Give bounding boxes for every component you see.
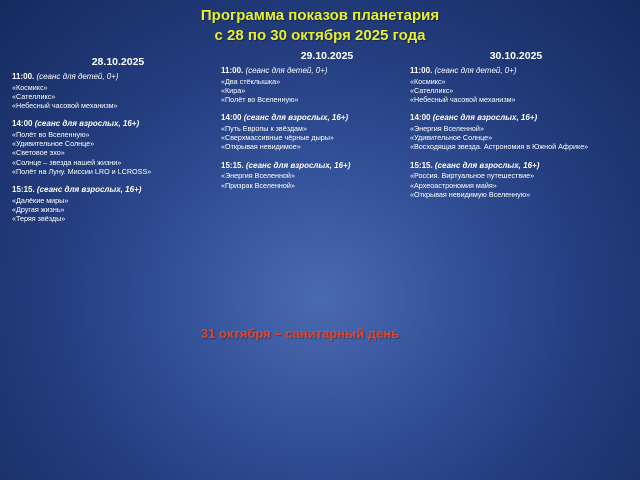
show-title: «Полёт во Вселенную» [12, 129, 90, 139]
session-audience: (сеанс для детей, 0+) [36, 72, 119, 81]
title-line-1: Программа показов планетария [200, 7, 440, 24]
show-title: «Энергия Вселенной» [221, 171, 295, 181]
session-time: 14:00 [221, 113, 242, 123]
session-time: 14:00 [410, 113, 431, 123]
session-block [12, 119, 224, 176]
show-title: «Удивительное Солнце» [410, 133, 493, 143]
session-block [410, 66, 622, 104]
session-time: 15:15. [410, 160, 433, 170]
session-block [221, 113, 433, 151]
show-title: «Полёт на Луну. Миссии LRO и LCROSS» [12, 167, 152, 177]
session-header [12, 72, 224, 83]
session-block [410, 113, 622, 151]
session-header [410, 66, 622, 77]
session-audience: (сеанс для детей, 0+) [434, 66, 517, 75]
show-title: «Космикс» [410, 76, 446, 86]
show-title: «Археоастрономия майя» [410, 180, 497, 190]
show-title: «Небесный часовой механизм» [12, 101, 118, 111]
show-title: «Солнце – звезда нашей жизни» [12, 157, 122, 167]
session-header [410, 161, 622, 172]
session-audience: (сеанс для взрослых, 16+) [434, 160, 540, 170]
show-title: «Два стёклышка» [221, 76, 281, 86]
session-time: 15:15. [12, 185, 35, 195]
sanitary-day-notice: 31 октября – санитарный день [200, 326, 400, 341]
session-time: 11:00. [410, 66, 433, 75]
page-title [0, 6, 640, 46]
show-title: «Другая жизнь» [12, 205, 65, 215]
title-line-2: с 28 по 30 октября 2025 года [214, 27, 426, 44]
show-title: «Путь Европы к звёздам» [221, 123, 307, 133]
session-audience: (сеанс для взрослых, 16+) [245, 160, 351, 170]
day-column [12, 56, 224, 233]
session-audience: (сеанс для взрослых, 16+) [432, 113, 538, 123]
show-title: «Сателликс» [410, 85, 454, 95]
show-title: «Далёкие миры» [12, 195, 69, 205]
day-column [410, 50, 622, 208]
session-header [12, 119, 224, 130]
show-title: «Теряя звёзды» [12, 214, 66, 224]
session-block [221, 161, 433, 190]
session-time: 14:00 [12, 119, 33, 129]
show-title: «Россия. Виртуальное путешествие» [410, 171, 535, 181]
show-title: «Световое эхо» [12, 148, 65, 158]
show-title: «Полёт во Вселенную» [221, 95, 299, 105]
session-header [410, 113, 622, 124]
day-column [221, 50, 433, 199]
show-title: «Сателликс» [12, 91, 56, 101]
day-date: 29.10.2025 [300, 50, 354, 62]
day-date: 30.10.2025 [489, 50, 543, 62]
show-title: «Кира» [221, 85, 246, 95]
session-block [12, 185, 224, 223]
show-title: «Небесный часовой механизм» [410, 95, 516, 105]
show-title: «Сверхмассивные чёрные дыры» [221, 133, 334, 143]
session-header [12, 185, 224, 196]
session-time: 11:00. [12, 72, 35, 81]
day-date: 28.10.2025 [91, 56, 145, 68]
session-audience: (сеанс для детей, 0+) [245, 66, 328, 75]
session-time: 11:00. [221, 66, 244, 75]
session-audience: (сеанс для взрослых, 16+) [36, 185, 142, 195]
show-title: «Удивительное Солнце» [12, 139, 95, 149]
session-block [12, 72, 224, 110]
session-header [221, 66, 433, 77]
show-title: «Восходящая звезда. Астрономия в Южной Африке» [410, 142, 589, 152]
session-audience: (сеанс для взрослых, 16+) [243, 113, 349, 123]
session-block [410, 161, 622, 199]
session-header [221, 161, 433, 172]
session-time: 15:15. [221, 160, 244, 170]
show-title: «Открывая невидимую Вселенную» [410, 189, 531, 199]
show-title: «Энергия Вселенной» [410, 123, 484, 133]
session-header [221, 113, 433, 124]
session-block [221, 66, 433, 104]
session-audience: (сеанс для взрослых, 16+) [34, 119, 140, 129]
show-title: «Открывая невидимое» [221, 142, 301, 152]
show-title: «Призрак Вселенной» [221, 180, 295, 190]
show-title: «Космикс» [12, 82, 48, 92]
